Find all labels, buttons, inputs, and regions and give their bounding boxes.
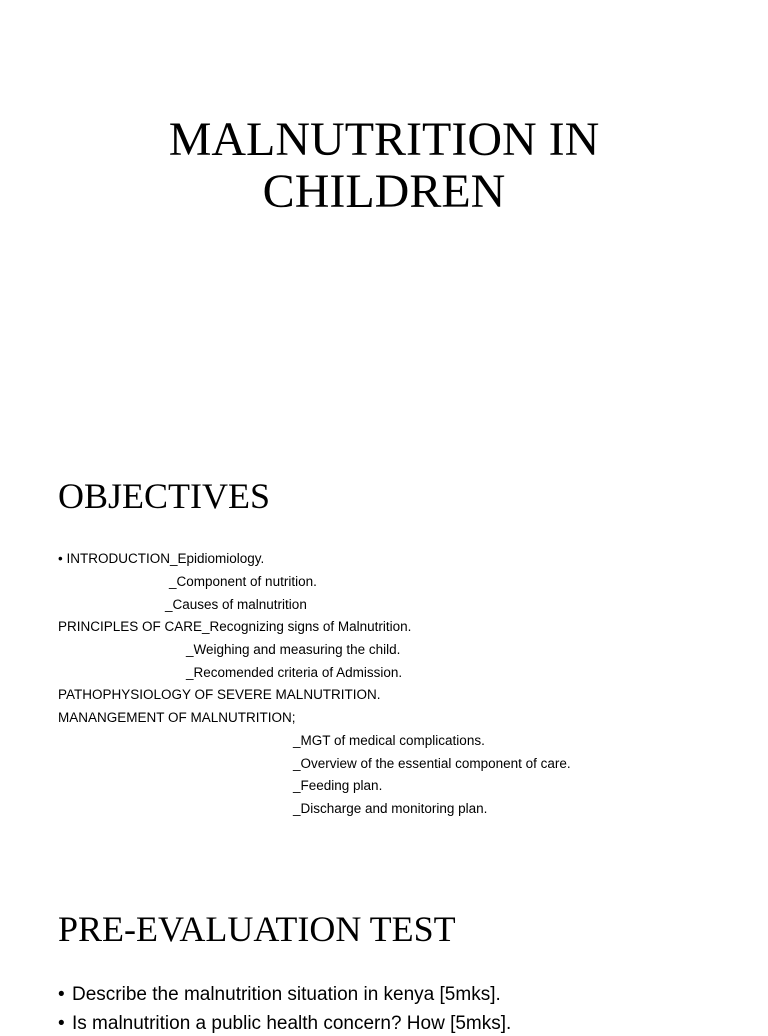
question-text: Describe the malnutrition situation in kenya [5mks].	[72, 984, 501, 1005]
bullet-point: •	[58, 551, 63, 566]
slide-title-line-2: CHILDREN	[262, 165, 506, 218]
objective-line: PRINCIPLES OF CARE_Recognizing signs of Malnutrition.	[58, 619, 412, 634]
pre-evaluation-heading: PRE-EVALUATION TEST	[58, 909, 456, 949]
objective-line: _Causes of malnutrition	[165, 597, 307, 612]
bullet-point: •	[58, 984, 65, 1005]
objective-line: _Feeding plan.	[293, 778, 383, 793]
objective-line: PATHOPHYSIOLOGY OF SEVERE MALNUTRITION.	[58, 687, 381, 702]
objective-line	[58, 551, 264, 567]
slide-title	[0, 114, 768, 218]
objective-line: _MGT of medical complications.	[293, 733, 485, 748]
bullet-point: •	[58, 1013, 65, 1034]
objective-line: MANANGEMENT OF MALNUTRITION;	[58, 710, 296, 725]
question-text: Is malnutrition a public health concern? How [5mks].	[72, 1013, 512, 1034]
objective-text: INTRODUCTION_Epidiomiology.	[66, 551, 265, 566]
question-item	[58, 1012, 511, 1036]
objective-line: _Component of nutrition.	[169, 574, 317, 589]
question-item	[58, 983, 501, 1007]
objective-line: _Overview of the essential component of care.	[293, 756, 571, 771]
objective-line: _Discharge and monitoring plan.	[293, 801, 488, 816]
slide-title-line-1: MALNUTRITION IN	[168, 113, 600, 166]
objective-line: _Weighing and measuring the child.	[186, 642, 401, 657]
objectives-heading: OBJECTIVES	[58, 476, 271, 516]
objective-line: _Recomended criteria of Admission.	[186, 665, 403, 680]
